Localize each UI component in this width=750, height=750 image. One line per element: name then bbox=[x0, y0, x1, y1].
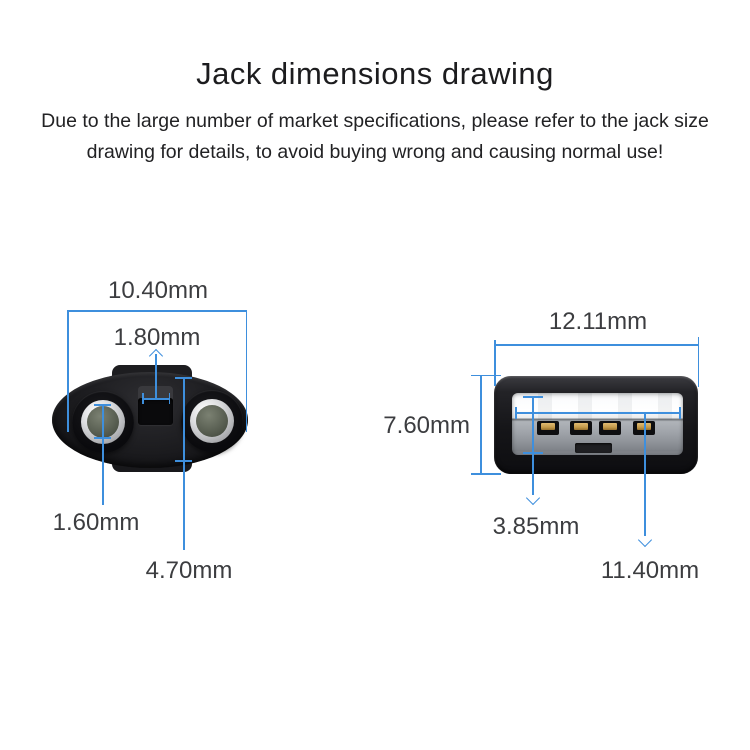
jack-notch-width-label: 1.80mm bbox=[113, 324, 201, 351]
usb-inner-height-tick-top bbox=[523, 396, 543, 398]
usb-contact-1 bbox=[537, 421, 559, 435]
usb-contact-3-gold bbox=[603, 423, 617, 430]
usb-opening bbox=[512, 393, 683, 455]
jack-overall-width-tick-right bbox=[246, 310, 248, 432]
usb-inner-height-arrow-down-icon bbox=[526, 491, 540, 505]
usb-contact-2-gold bbox=[574, 423, 588, 430]
usb-inner-height-tick-bottom bbox=[523, 452, 543, 454]
usb-overall-height-tick-bottom bbox=[471, 473, 501, 475]
usb-contact-2 bbox=[570, 421, 592, 435]
jack-pitch-tick-bottom bbox=[175, 460, 192, 462]
jack-pitch-tick-top bbox=[175, 377, 192, 379]
page-subtitle bbox=[0, 106, 750, 168]
usb-overall-width-tick-right bbox=[698, 337, 700, 387]
jack-pin-diameter-tick-top bbox=[94, 404, 111, 406]
usb-overall-width-dim-line bbox=[494, 344, 699, 346]
usb-inner-width-arrow-down-icon bbox=[638, 533, 652, 547]
jack-right-pin-core bbox=[196, 405, 228, 437]
jack-pitch-label: 4.70mm bbox=[145, 557, 233, 584]
jack-connector-drawing bbox=[52, 364, 248, 474]
subtitle-line-2: drawing for details, to avoid buying wrong and causing normal use! bbox=[86, 141, 664, 163]
page-title: Jack dimensions drawing bbox=[196, 56, 554, 91]
usb-connector-drawing bbox=[494, 376, 698, 474]
usb-inner-width-tick-right bbox=[679, 407, 681, 419]
jack-pin-diameter-label: 1.60mm bbox=[52, 509, 140, 536]
usb-overall-width-tick-left bbox=[494, 340, 496, 386]
usb-overall-height-tick-top bbox=[471, 375, 501, 377]
jack-pin-diameter-tick-bottom bbox=[94, 437, 111, 439]
subtitle-line-1: Due to the large number of market specifications, please refer to the jack size bbox=[41, 110, 709, 132]
jack-pitch-leader-line bbox=[183, 377, 185, 550]
usb-overall-width-label: 12.11mm bbox=[548, 308, 648, 335]
usb-overall-height-label: 7.60mm bbox=[383, 412, 470, 439]
usb-inner-height-label: 3.85mm bbox=[492, 513, 580, 540]
jack-pin-diameter-leader-line bbox=[102, 405, 104, 505]
usb-inner-width-label: 11.40mm bbox=[600, 557, 700, 584]
usb-inner-width-tick-left bbox=[515, 407, 517, 419]
jack-overall-width-tick-left bbox=[67, 310, 69, 432]
usb-overall-height-dim-line bbox=[480, 375, 482, 474]
jack-notch-leader-line bbox=[155, 354, 157, 399]
usb-tongue-slot bbox=[575, 443, 612, 453]
jack-overall-width-dim-line bbox=[67, 310, 247, 312]
jack-notch-tick-right bbox=[169, 393, 171, 404]
usb-contact-3 bbox=[599, 421, 621, 435]
jack-notch-dim-line bbox=[142, 398, 170, 400]
usb-inner-height-leader-line bbox=[532, 396, 534, 495]
jack-notch-tick-left bbox=[142, 393, 144, 404]
usb-inner-width-dim-line bbox=[515, 412, 680, 414]
usb-inner-width-leader-line bbox=[644, 412, 646, 536]
usb-contact-1-gold bbox=[541, 423, 555, 430]
jack-overall-width-label: 10.40mm bbox=[107, 277, 209, 304]
